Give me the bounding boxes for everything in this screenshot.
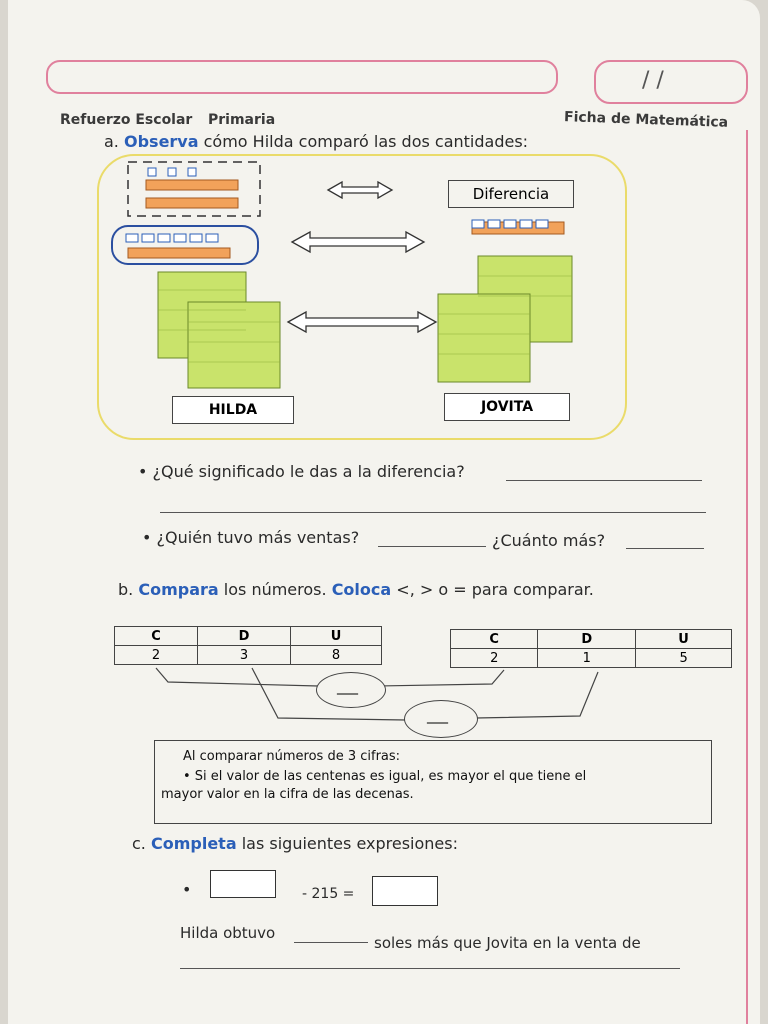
header-right: Ficha de Matemática: [563, 109, 729, 131]
value-c: 2: [115, 646, 198, 665]
question-how-much: ¿Cuánto más?: [492, 531, 606, 550]
section-b-title: b. Compara los números. Coloca <, > o = para comparar.: [118, 580, 594, 599]
worksheet-page: [8, 0, 760, 1024]
header-c: C: [451, 630, 538, 649]
answer-line-1b[interactable]: [160, 512, 706, 513]
compare-ellipse-1[interactable]: ___: [316, 672, 386, 708]
answer-line-final[interactable]: [180, 968, 680, 969]
value-d: 1: [538, 649, 636, 668]
answer-line-2[interactable]: [378, 546, 486, 547]
sentence-end: soles más que Jovita en la venta de: [374, 934, 641, 952]
value-u: 8: [290, 646, 381, 665]
orange-bar-group-1: [146, 168, 238, 208]
note-line2: mayor valor en la cifra de las decenas.: [161, 787, 414, 802]
margin-line: [746, 130, 748, 1024]
note-title: Al comparar números de 3 cifras:: [183, 749, 401, 764]
section-a-verb: Observa: [123, 132, 199, 151]
header-d: D: [538, 630, 636, 649]
header-c: C: [115, 627, 198, 646]
section-a-title: a. Observa cómo Hilda comparó las dos cantidades:: [104, 132, 529, 151]
header-d: D: [198, 627, 291, 646]
value-u: 5: [636, 649, 732, 668]
jovita-label: JOVITA: [444, 393, 570, 421]
value-c: 2: [451, 649, 538, 668]
minus-expression: - 215 =: [302, 886, 355, 902]
rule-note: [154, 740, 712, 824]
hilda-label: HILDA: [172, 396, 294, 424]
sentence-start: Hilda obtuvo: [180, 924, 276, 942]
answer-line-3[interactable]: [626, 548, 704, 549]
expression-bullet: •: [182, 880, 192, 899]
answer-line-soles[interactable]: [294, 942, 368, 943]
date-slashes: / /: [642, 68, 664, 93]
result-box[interactable]: [372, 876, 438, 906]
compare-ellipse-2[interactable]: ___: [404, 700, 478, 738]
value-d: 3: [198, 646, 291, 665]
name-field-box[interactable]: [46, 60, 558, 94]
note-line1: • Si el valor de las centenas es igual, es mayor el que tiene el: [183, 769, 587, 784]
section-c-title: c. Completa las siguientes expresiones:: [132, 834, 458, 853]
header-u: U: [290, 627, 381, 646]
header-u: U: [636, 630, 732, 649]
minuend-box[interactable]: [210, 870, 276, 898]
header-middle: Primaria: [208, 112, 276, 128]
comparison-connectors: [8, 660, 760, 740]
question-more-sales: • ¿Quién tuvo más ventas?: [142, 528, 360, 547]
question-difference: • ¿Qué significado le das a la diferencia?: [138, 462, 465, 481]
answer-line-1a[interactable]: [506, 480, 702, 481]
difference-label: Diferencia: [448, 180, 574, 208]
header-left: Refuerzo Escolar: [60, 112, 193, 128]
date-field-box[interactable]: [594, 60, 748, 104]
